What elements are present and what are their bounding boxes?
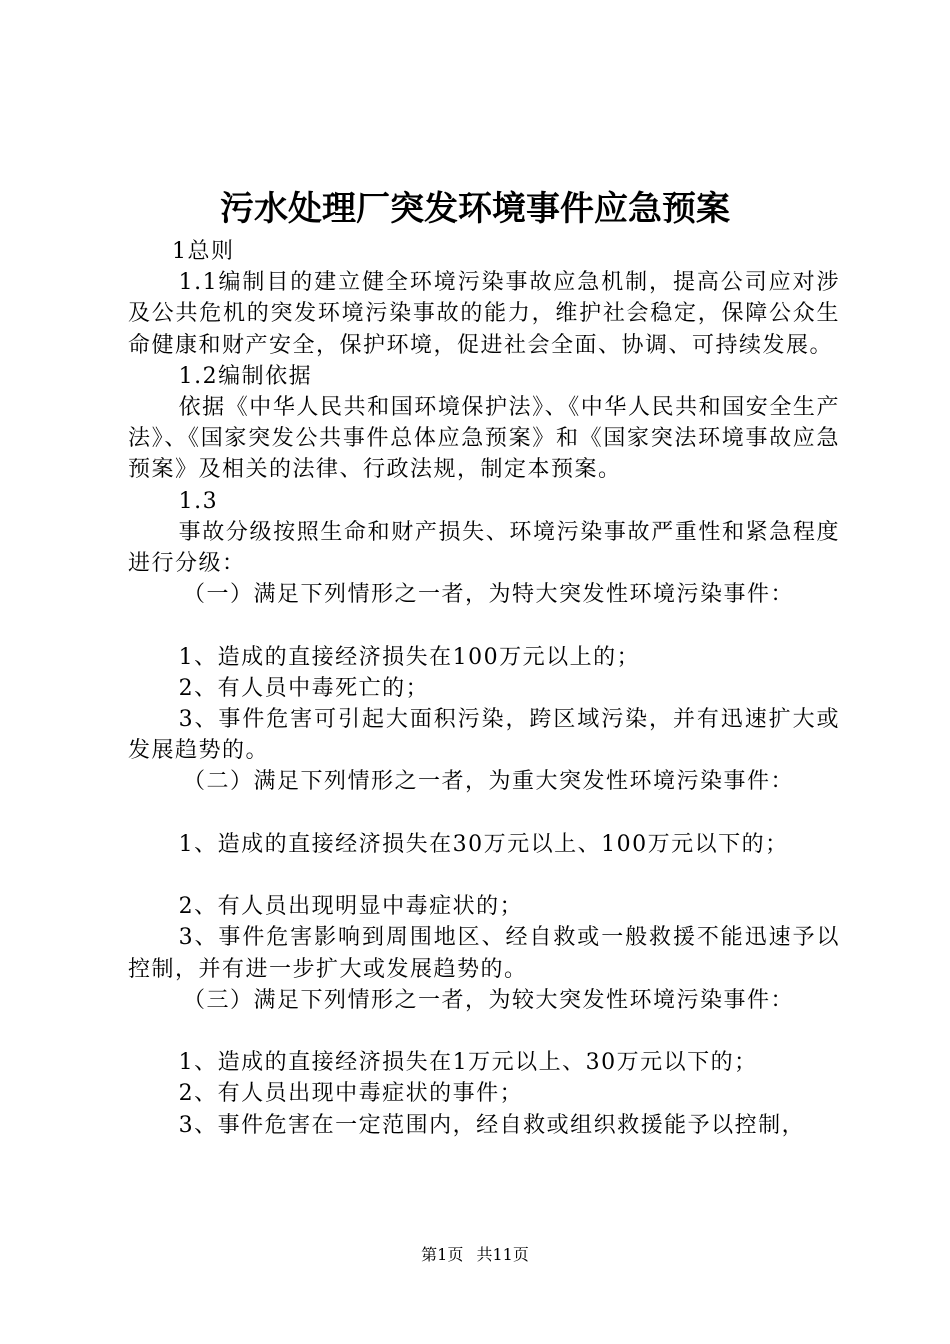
document-title: 污水处理厂突发环境事件应急预案 (220, 189, 730, 229)
list-item: 3、事件危害影响到周围地区、经自救或一般救援不能迅速予以控制，并有进一步扩大或发展趋势的。 (128, 925, 840, 982)
page-total: 共11页 (476, 1245, 529, 1264)
list-item: 1、造成的直接经济损失在100万元以上的； (178, 644, 641, 670)
list-item: 3、事件危害在一定范围内，经自救或组织救援能予以控制， (178, 1112, 806, 1138)
list-item: 1、造成的直接经济损失在1万元以上、30万元以下的； (178, 1050, 758, 1076)
category-heading-2: （二）满足下列情形之一者，为重大突发性环境污染事件： (183, 769, 795, 795)
list-item: 1、造成的直接经济损失在30万元以上、100万元以下的； (178, 831, 789, 857)
document-body (128, 236, 840, 1141)
paragraph-basis: 依据《中华人民共和国环境保护法》、《中华人民共和国安全生产法》、《国家突发公共事件总体应急预案》和《国家突法环境事故应急预案》及相关的法律、行政法规，制定本预案。 (128, 395, 840, 483)
list-item: 2、有人员中毒死亡的； (178, 675, 430, 701)
category-heading-1: （一）满足下列情形之一者，为特大突发性环境污染事件： (183, 582, 795, 608)
list-item: 2、有人员出现中毒症状的事件； (178, 1081, 524, 1107)
paragraph-classification: 事故分级按照生命和财产损失、环境污染事故严重性和紧急程度进行分级： (128, 519, 840, 577)
page-footer (0, 1243, 950, 1267)
blank-line (128, 1016, 840, 1047)
section-heading-basis: 1.2编制依据 (178, 363, 313, 389)
section-heading-general: 1总则 (172, 239, 235, 264)
blank-line (128, 610, 840, 641)
paragraph-purpose: 1.1编制目的建立健全环境污染事故应急机制，提高公司应对涉及公共危机的突发环境污染事故的能力，维护社会稳定，保障公众生命健康和财产安全，保护环境，促进社会全面、协调、可持续发展。 (128, 270, 840, 358)
section-heading-1-3: 1.3 (178, 488, 219, 514)
blank-line (128, 860, 840, 891)
category-heading-3: （三）满足下列情形之一者，为较大突发性环境污染事件： (183, 987, 795, 1013)
list-item: 3、事件危害可引起大面积污染，跨区域污染，并有迅速扩大或发展趋势的。 (128, 707, 840, 764)
blank-line (128, 798, 840, 829)
list-item: 2、有人员出现明显中毒症状的； (178, 894, 524, 920)
page-number: 第1页 (421, 1245, 464, 1264)
